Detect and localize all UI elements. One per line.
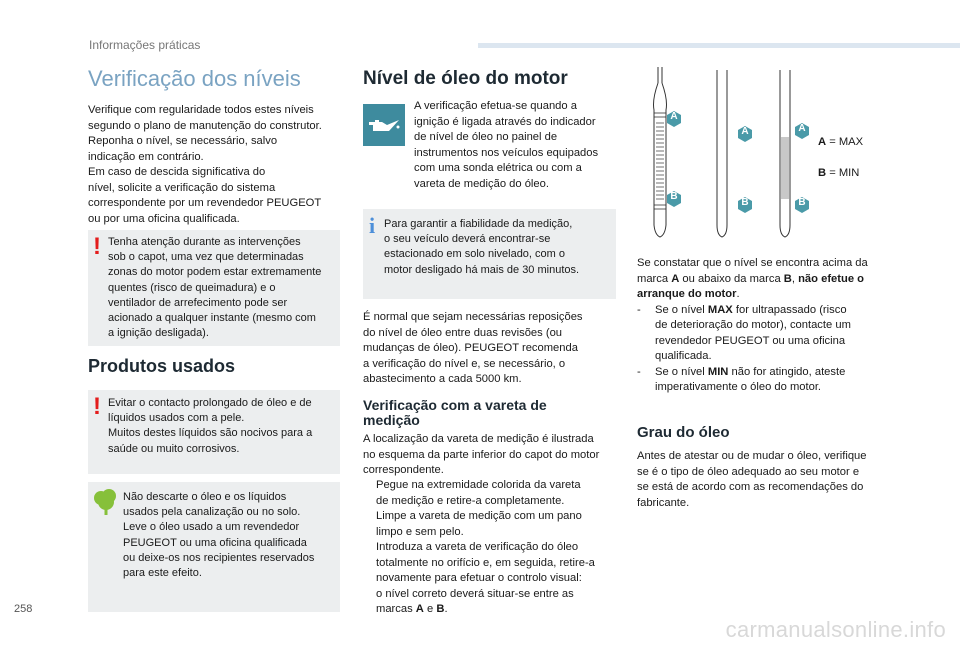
dipstick-intro-line: A localização da vareta de medição é ilustrada bbox=[363, 433, 594, 445]
action-line: imperativamente o óleo do motor. bbox=[655, 381, 822, 393]
step-text: e bbox=[423, 603, 437, 615]
warning-line: acionado a qualquer instante (mesmo com bbox=[108, 312, 316, 325]
refill-line: É normal que sejam necessárias reposições bbox=[363, 311, 583, 323]
min-action-item bbox=[637, 365, 897, 396]
refill-line: a verificação do nível e, se necessário, o bbox=[363, 357, 566, 370]
result-text: marca bbox=[637, 272, 672, 285]
result-emphasis: não efetue o bbox=[798, 272, 864, 285]
badge-letter: B bbox=[670, 191, 678, 202]
eco-line: Leve o óleo usado a um revendedor bbox=[123, 521, 300, 534]
mark-b: B bbox=[436, 603, 445, 615]
step-line: de medição e retire-a completamente. bbox=[376, 494, 565, 507]
result-text: . bbox=[736, 288, 740, 300]
oil-intro-line: ignição é ligada através do indicador bbox=[414, 115, 596, 128]
dipstick-badge-a bbox=[665, 110, 683, 133]
step-item bbox=[363, 478, 621, 509]
dipstick-heading bbox=[363, 398, 547, 428]
eco-text bbox=[123, 490, 338, 581]
badge-letter: B bbox=[798, 197, 806, 208]
intro-line: indicação em contrário. bbox=[88, 150, 204, 163]
legend-key: A bbox=[818, 136, 827, 148]
step-line: totalmente no orifício e, em seguida, retire-a bbox=[376, 556, 595, 569]
intro-line: nível, solicite a verificação do sistema bbox=[88, 181, 276, 194]
intro-line: Reponha o nível, se necessário, salvo bbox=[88, 135, 278, 147]
watermark: carmanualsonline.info bbox=[725, 617, 946, 642]
dipstick-intro-line: correspondente. bbox=[363, 464, 444, 476]
warning-line: Evitar o contacto prolongado de óleo e de bbox=[108, 397, 312, 409]
eco-line: PEUGEOT ou uma oficina qualificada bbox=[123, 536, 307, 549]
section-header-label: Informações práticas bbox=[89, 38, 201, 52]
max-key: MAX bbox=[707, 303, 733, 316]
oil-intro-line: de nível de óleo no painel de bbox=[414, 131, 558, 143]
dipstick-heading-line: medição bbox=[363, 412, 420, 428]
action-line: qualificada. bbox=[655, 350, 712, 362]
page-title: Verificação dos níveis bbox=[88, 66, 301, 91]
measurement-info-box bbox=[363, 209, 616, 299]
dipstick-badge-b bbox=[736, 196, 754, 219]
warning-line: ventilador de arrefecimento pode ser bbox=[108, 296, 288, 309]
dipstick-intro bbox=[363, 432, 619, 479]
tree-icon bbox=[91, 488, 121, 516]
warning-line: líquidos usados com a pele. bbox=[108, 412, 245, 425]
action-line: revendedor PEUGEOT ou uma oficina bbox=[655, 334, 846, 347]
info-line: o seu veículo deverá encontrar-se bbox=[384, 233, 551, 246]
result-emphasis: arranque do motor bbox=[637, 288, 737, 300]
dipstick-badge-b bbox=[793, 196, 811, 219]
legend-max bbox=[818, 135, 863, 151]
eco-line: ou deixe-os nos recipientes reservados bbox=[123, 551, 315, 564]
grade-line: se é o tipo de óleo adequado ao seu motor e bbox=[637, 465, 860, 478]
info-line: Para garantir a fiabilidade da medição, bbox=[384, 218, 573, 230]
oil-level-heading: Nível de óleo do motor bbox=[363, 68, 568, 89]
oil-intro-line: vareta de medição do óleo. bbox=[414, 177, 549, 190]
badge-letter: B bbox=[741, 197, 749, 208]
dipstick-badge-b bbox=[665, 190, 683, 213]
badge-letter: A bbox=[670, 111, 678, 122]
dipstick-badge-a bbox=[736, 125, 754, 148]
grade-line: se está de acordo com as recomendações do bbox=[637, 481, 864, 493]
intro-line: ou por uma oficina qualificada. bbox=[88, 212, 240, 225]
step-line: o nível correto deverá situar-se entre as bbox=[376, 587, 574, 600]
mark-b: B bbox=[783, 272, 792, 285]
products-warning-box bbox=[88, 390, 340, 474]
max-action-item bbox=[637, 303, 897, 365]
info-line: motor desligado há mais de 30 minutos. bbox=[384, 263, 580, 276]
oil-intro-text bbox=[414, 99, 619, 192]
oil-intro-line: A verificação efetua-se quando a bbox=[414, 100, 577, 112]
refill-line: mudanças de óleo). PEUGEOT recomenda bbox=[363, 342, 578, 354]
action-text: Se o nível bbox=[655, 303, 708, 316]
intro-line: Em caso de descida significativa do bbox=[88, 166, 266, 178]
eco-line: usados pela canalização ou no solo. bbox=[123, 506, 301, 519]
dash-marker: - bbox=[637, 303, 641, 316]
oil-grade-heading: Grau do óleo bbox=[637, 424, 730, 441]
warning-text bbox=[108, 235, 338, 341]
level-action-list bbox=[637, 303, 897, 396]
dipstick-badge-a bbox=[793, 122, 811, 145]
dash-marker: - bbox=[637, 365, 641, 378]
min-key: MIN bbox=[707, 365, 729, 378]
level-result-text bbox=[637, 256, 897, 396]
action-line bbox=[655, 365, 897, 381]
warning-line: zonas do motor podem estar extremamente bbox=[108, 266, 322, 279]
grade-line: fabricante. bbox=[637, 496, 690, 509]
action-line: de deterioração do motor), contacte um bbox=[655, 319, 851, 331]
result-line bbox=[637, 272, 897, 288]
info-icon: i bbox=[369, 213, 376, 238]
step-line: novamente para efetuar o controlo visual: bbox=[376, 572, 582, 584]
result-line: Se constatar que o nível se encontra acima da bbox=[637, 257, 868, 269]
products-heading: Produtos usados bbox=[88, 356, 236, 376]
dipstick-steps bbox=[363, 478, 621, 618]
warning-line: Tenha atenção durante as intervenções bbox=[108, 236, 301, 248]
oil-can-icon bbox=[367, 115, 401, 135]
legend-key: B bbox=[818, 167, 827, 179]
action-text: for ultrapassado (risco bbox=[732, 303, 847, 316]
step-item bbox=[363, 509, 621, 540]
result-line bbox=[637, 287, 897, 303]
intro-line: Verifique com regularidade todos estes níveis bbox=[88, 104, 314, 116]
warning-line: Muitos destes líquidos são nocivos para a bbox=[108, 427, 313, 440]
step-item bbox=[363, 540, 621, 618]
step-line: Pegue na extremidade colorida da vareta bbox=[376, 479, 581, 491]
exclamation-icon: ! bbox=[93, 393, 101, 420]
refill-line: do nível de óleo entre duas revisões (ou bbox=[363, 326, 563, 339]
intro-line: segundo o plano de manutenção do construtor. bbox=[88, 119, 322, 132]
action-text: Se o nível bbox=[655, 365, 708, 378]
exclamation-icon: ! bbox=[93, 233, 101, 260]
step-line bbox=[376, 602, 621, 618]
dipstick-intro-line: no esquema da parte inferior do capot do motor bbox=[363, 448, 600, 461]
intro-line: correspondente por um revendedor PEUGEOT bbox=[88, 197, 322, 209]
dipstick-range-illustration bbox=[780, 70, 790, 237]
action-line bbox=[655, 303, 897, 319]
dipstick-plain-illustration bbox=[717, 70, 727, 237]
warning-line: saúde ou muito corrosivos. bbox=[108, 442, 240, 455]
step-text: marcas bbox=[376, 603, 416, 615]
header-divider-bar bbox=[478, 43, 960, 48]
dipstick-heading-line: Verificação com a vareta de bbox=[363, 397, 547, 413]
step-line: Limpe a vareta de medição com um pano bbox=[376, 510, 582, 522]
info-text bbox=[384, 217, 612, 278]
badge-letter: A bbox=[798, 123, 806, 134]
legend-min bbox=[818, 166, 859, 182]
warning-line: a ignição desligada). bbox=[108, 327, 209, 340]
oil-grade-text bbox=[637, 449, 897, 511]
step-text: . bbox=[444, 603, 448, 615]
step-line: limpo e sem pelo. bbox=[376, 525, 464, 538]
oil-intro-line: com uma sonda elétrica ou com a bbox=[414, 162, 582, 174]
grade-line: Antes de atestar ou de mudar o óleo, verifique bbox=[637, 450, 867, 462]
eco-line: para este efeito. bbox=[123, 567, 202, 580]
step-line: Introduza a vareta de verificação do óleo bbox=[376, 541, 579, 553]
legend-value: = MIN bbox=[826, 167, 860, 179]
intro-paragraph bbox=[88, 103, 344, 227]
oil-intro-line: instrumentos nos veículos equipados bbox=[414, 146, 599, 159]
refill-note bbox=[363, 310, 619, 388]
badge-letter: A bbox=[741, 126, 749, 137]
legend-value: = MAX bbox=[826, 136, 864, 148]
action-text: não for atingido, ateste bbox=[728, 365, 846, 378]
info-line: estacionado em solo nivelado, com o bbox=[384, 248, 565, 261]
page-number: 258 bbox=[14, 603, 33, 615]
products-warning-text bbox=[108, 396, 338, 457]
warning-line: sob o capot, uma vez que determinadas bbox=[108, 251, 304, 264]
result-text: ou abaixo da marca bbox=[679, 272, 784, 285]
mark-a: A bbox=[671, 272, 680, 285]
eco-line: Não descarte o óleo e os líquidos bbox=[123, 491, 287, 503]
refill-line: abastecimento a cada 5000 km. bbox=[363, 373, 522, 385]
result-text: , bbox=[791, 272, 799, 285]
warning-line: quentes (risco de queimadura) e o bbox=[108, 281, 276, 294]
oil-warning-lamp bbox=[363, 104, 405, 146]
eco-disposal-box bbox=[88, 482, 340, 612]
mark-a: A bbox=[415, 603, 424, 615]
hot-engine-warning-box bbox=[88, 230, 340, 346]
